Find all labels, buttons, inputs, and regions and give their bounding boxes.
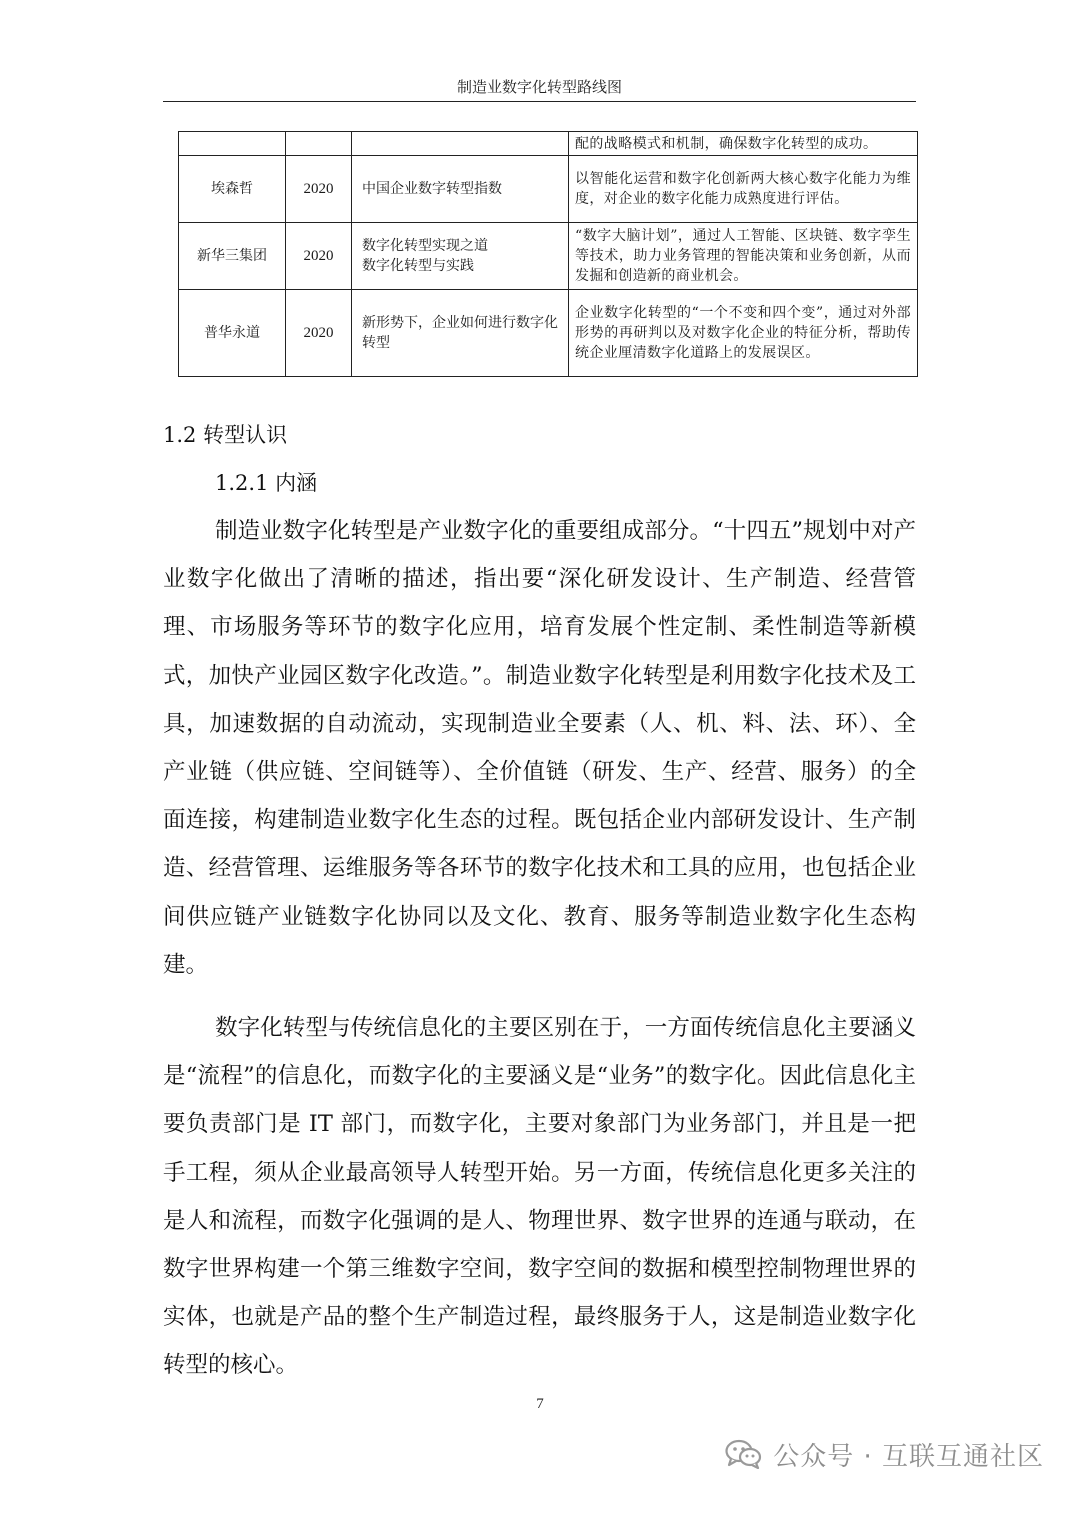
watermark	[725, 1434, 1044, 1474]
table-cell-year: 2020	[286, 223, 352, 290]
table-cell-desc: 以智能化运营和数字化创新两大核心数字化能力为维度，对企业的数字化能力成熟度进行评估。	[569, 156, 918, 223]
table-cell-title: 新形势下，企业如何进行数字化转型	[352, 290, 569, 377]
subsection-heading: 1.2.1 内涵	[215, 471, 318, 495]
table-cell-title: 数字化转型实现之道 数字化转型与实践	[352, 223, 569, 290]
table-cell-year: 2020	[286, 290, 352, 377]
table-cell-org: 新华三集团	[179, 223, 286, 290]
body-paragraph: 制造业数字化转型是产业数字化的重要组成部分。“十四五”规划中对产业数字化做出了清晰的描述，指出要“深化研发设计、生产制造、经营管理、市场服务等环节的数字化应用，培育发展个性定制、柔性制造等新模式，加快产业园区数字化改造。”。制造业数字化转型是利用数字化技术及工具，加速数据的自动流动，实现制造业全要素（人、机、料、法、环）、全产业链（供应链、空间链等）、全价值链（研发、生产、经营、服务）的全面连接，构建制造业数字化生态的过程。既包括企业内部研发设计、生产制造、经营管理、运维服务等各环节的数字化技术和工具的应用，也包括企业间供应链产业链数字化协同以及文化、教育、服务等制造业数字化生态构建。	[163, 518, 916, 978]
table-cell-desc: “数字大脑计划”，通过人工智能、区块链、数字孪生等技术，助力业务管理的智能决策和业务创新，从而发掘和创造新的商业机会。	[569, 223, 918, 290]
reference-table	[178, 131, 918, 377]
table-cell-desc: 企业数字化转型的“一个不变和四个变”，通过对外部形势的再研判以及对数字化企业的特征分析，帮助传统企业厘清数字化道路上的发展误区。	[569, 290, 918, 377]
watermark-text: 公众号 · 互联互通社区	[773, 1441, 1044, 1472]
table-cell-org: 普华永道	[179, 290, 286, 377]
table-row	[179, 132, 918, 156]
header-rule	[163, 101, 916, 102]
table-cell-desc: 配的战略模式和机制，确保数字化转型的成功。	[569, 132, 918, 156]
body-paragraph: 数字化转型与传统信息化的主要区别在于，一方面传统信息化主要涵义是“流程”的信息化，而数字化的主要涵义是“业务”的数字化。因此信息化主要负责部门是 IT 部门，而数字化，主要对象部门为业务部门，并且是一把手工程，须从企业最高领导人转型开始。另一方面，传统信息化更多关注的是人和流程，而数字化强调的是人、物理世界、数字世界的连通与联动，在数字世界构建一个第三维数字空间，数字空间的数据和模型控制物理世界的实体，也就是产品的整个生产制造过程，最终服务于人，这是制造业数字化转型的核心。	[163, 1015, 916, 1379]
table-cell-title	[352, 132, 569, 156]
table-row	[179, 223, 918, 290]
running-header: 制造业数字化转型路线图	[456, 78, 622, 96]
section-heading: 1.2 转型认识	[163, 423, 288, 447]
table-cell-year	[286, 132, 352, 156]
table-cell-year: 2020	[286, 156, 352, 223]
wechat-icon	[725, 1439, 763, 1469]
table-row	[179, 156, 918, 223]
table-cell-org: 埃森哲	[179, 156, 286, 223]
table-cell-org	[179, 132, 286, 156]
table-row	[179, 290, 918, 377]
page-number: 7	[536, 1396, 544, 1412]
table-cell-title: 中国企业数字转型指数	[352, 156, 569, 223]
